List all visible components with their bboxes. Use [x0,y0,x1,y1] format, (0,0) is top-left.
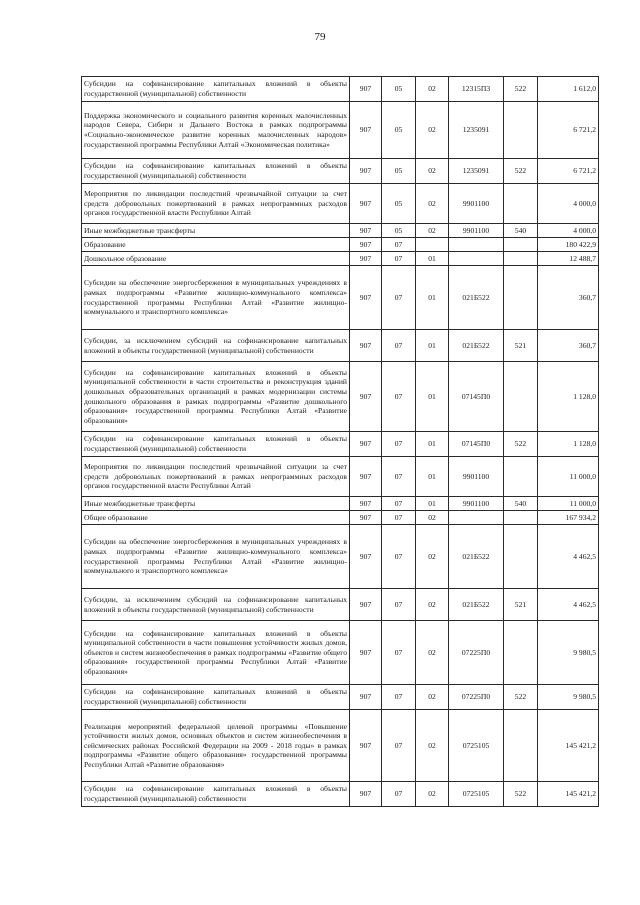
row-kind-cell [504,525,538,589]
row-amount-cell: 12 488,7 [538,252,599,266]
row-section-cell: 07 [382,432,416,457]
row-section-cell: 05 [382,159,416,184]
row-target-cell [449,252,504,266]
table-row [82,782,599,807]
row-subsection-cell: 02 [416,224,449,238]
row-name-cell: Мероприятия по ликвидации последствий чрезвычайной ситуации за счет средств добровольных пожертвований в рамках непрограммных расходов органов государственной власти Республики Алтай [82,457,350,497]
table-row [82,497,599,511]
row-section-cell: 07 [382,266,416,330]
row-section-cell: 07 [382,457,416,497]
row-target-cell: 07225П0 [449,621,504,685]
row-section-cell: 07 [382,497,416,511]
row-target-cell: 1235091 [449,102,504,159]
row-ministry-cell: 907 [350,589,382,621]
row-subsection-cell: 02 [416,525,449,589]
row-ministry-cell: 907 [350,102,382,159]
row-amount-cell: 11 000,0 [538,457,599,497]
row-name-cell: Субсидии, за исключением субсидий на софинансирование капитальных вложений в объекты государственной (муниципальной) собственности [82,330,350,362]
row-name-cell: Иные межбюджетные трансферты [82,497,350,511]
row-subsection-cell: 02 [416,589,449,621]
row-kind-cell [504,457,538,497]
row-name-cell: Субсидии, за исключением субсидий на софинансирование капитальных вложений в объекты государственной (муниципальной) собственности [82,589,350,621]
table-row [82,362,599,432]
row-subsection-cell: 01 [416,432,449,457]
row-amount-cell: 11 000,0 [538,497,599,511]
row-ministry-cell: 907 [350,457,382,497]
row-section-cell: 07 [382,685,416,710]
row-amount-cell: 4 462,5 [538,525,599,589]
row-subsection-cell: 02 [416,621,449,685]
row-amount-cell: 4 000,0 [538,184,599,224]
row-kind-cell [504,238,538,252]
row-name-cell: Субсидии на обеспечение энергосбережения в муниципальных учреждениях в рамках подпрограммы «Развитие жилищно-коммунального комплекса» государственной программы Республики Алтай «Развитие жилищно-коммунального и транспортного комплекса» [82,525,350,589]
row-subsection-cell: 02 [416,102,449,159]
row-ministry-cell: 907 [350,184,382,224]
row-target-cell: 9901100 [449,497,504,511]
row-section-cell: 07 [382,330,416,362]
row-ministry-cell: 907 [350,330,382,362]
row-subsection-cell [416,238,449,252]
row-kind-cell: 522 [504,77,538,102]
row-target-cell: 12315П3 [449,77,504,102]
row-subsection-cell: 02 [416,159,449,184]
row-kind-cell: 522 [504,685,538,710]
table-row [82,710,599,782]
row-ministry-cell: 907 [350,497,382,511]
table-row [82,432,599,457]
table-row [82,589,599,621]
table-row [82,77,599,102]
row-section-cell: 07 [382,238,416,252]
row-target-cell: 021Б522 [449,525,504,589]
row-amount-cell: 4 462,5 [538,589,599,621]
table-row [82,159,599,184]
row-ministry-cell: 907 [350,432,382,457]
row-amount-cell: 360,7 [538,330,599,362]
row-target-cell: 07225П0 [449,685,504,710]
row-kind-cell: 521 [504,589,538,621]
row-target-cell [449,238,504,252]
row-name-cell: Субсидии на софинансирование капитальных вложений в объекты государственной (муниципальной) собственности [82,782,350,807]
row-section-cell: 05 [382,77,416,102]
table-row [82,621,599,685]
row-section-cell: 07 [382,525,416,589]
row-subsection-cell: 01 [416,252,449,266]
table-row [82,238,599,252]
row-kind-cell: 522 [504,782,538,807]
row-ministry-cell: 907 [350,782,382,807]
row-name-cell: Реализация мероприятий федеральной целевой программы «Повышение устойчивости жилых домов, основных объектов и систем жизнеобеспечения в сейсмических районах Российской Федерации на 2009 - 2018 годы» в рамках подпрограммы «Развитие общего образования» государственной программы Республики Алтай «Развитие образования» [82,710,350,782]
row-amount-cell: 6 721,2 [538,159,599,184]
row-section-cell: 07 [382,362,416,432]
row-kind-cell [504,621,538,685]
row-kind-cell: 540 [504,497,538,511]
table-row [82,184,599,224]
row-amount-cell: 4 000,0 [538,224,599,238]
row-name-cell: Субсидии на софинансирование капитальных вложений в объекты государственной (муниципальной) собственности [82,159,350,184]
row-kind-cell [504,710,538,782]
table-row [82,457,599,497]
row-ministry-cell: 907 [350,159,382,184]
table-row [82,102,599,159]
row-name-cell: Субсидии на софинансирование капитальных вложений в объекты государственной (муниципальной) собственности [82,432,350,457]
row-kind-cell [504,266,538,330]
row-subsection-cell: 01 [416,266,449,330]
row-target-cell: 9901100 [449,184,504,224]
row-target-cell [449,511,504,525]
row-subsection-cell: 02 [416,782,449,807]
row-ministry-cell: 907 [350,511,382,525]
row-target-cell: 021Б522 [449,589,504,621]
row-target-cell: 9901100 [449,457,504,497]
row-ministry-cell: 907 [350,238,382,252]
row-target-cell: 021Б522 [449,266,504,330]
row-amount-cell: 1 128,0 [538,362,599,432]
row-subsection-cell: 02 [416,184,449,224]
row-section-cell: 07 [382,782,416,807]
row-target-cell: 0725105 [449,710,504,782]
row-ministry-cell: 907 [350,266,382,330]
row-subsection-cell: 02 [416,685,449,710]
row-subsection-cell: 01 [416,457,449,497]
table-row [82,525,599,589]
row-amount-cell: 9 980,5 [538,621,599,685]
table-row [82,224,599,238]
table-row [82,330,599,362]
row-name-cell: Мероприятия по ликвидации последствий чрезвычайной ситуации за счет средств добровольных пожертвований в рамках непрограммных расходов органов государственной власти Республики Алтай [82,184,350,224]
row-name-cell: Субсидии на софинансирование капитальных вложений в объекты государственной (муниципальной) собственности [82,685,350,710]
row-section-cell: 05 [382,102,416,159]
row-section-cell: 05 [382,184,416,224]
table-row [82,511,599,525]
row-amount-cell: 145 421,2 [538,782,599,807]
row-name-cell: Субсидии на софинансирование капитальных вложений в объекты государственной (муниципальной) собственности [82,77,350,102]
row-target-cell: 07145П0 [449,362,504,432]
row-kind-cell [504,511,538,525]
row-name-cell: Поддержка экономического и социального развития коренных малочисленных народов Севера, Сибири и Дальнего Востока в рамках подпрограммы «Социально-экономическое развитие коренных малочисленных народов» государственной программы Республики Алтай «Экономическая политика» [82,102,350,159]
row-subsection-cell: 02 [416,77,449,102]
row-name-cell: Субсидии на обеспечение энергосбережения в муниципальных учреждениях в рамках подпрограммы «Развитие жилищно-коммунального комплекса» государственной программы Республики Алтай «Развитие жилищно-коммунального и транспортного комплекса» [82,266,350,330]
row-name-cell: Субсидии на софинансирование капитальных вложений в объекты муниципальной собственности в части строительства и реконструкция зданий дошкольных образовательных организаций в рамках модернизации системы дошкольного образования в рамках подпрограммы «Развитие дошкольного образования» государственной программы Республики Алтай «Развитие образования» [82,362,350,432]
row-ministry-cell: 907 [350,685,382,710]
row-target-cell: 021Б522 [449,330,504,362]
table-row [82,266,599,330]
row-name-cell: Иные межбюджетные трансферты [82,224,350,238]
row-name-cell: Общее образование [82,511,350,525]
row-ministry-cell: 907 [350,77,382,102]
row-section-cell: 07 [382,252,416,266]
row-kind-cell [504,184,538,224]
row-kind-cell: 521 [504,330,538,362]
budget-table [81,76,599,807]
row-kind-cell: 540 [504,224,538,238]
row-amount-cell: 1 128,0 [538,432,599,457]
row-amount-cell: 9 980,5 [538,685,599,710]
table-row [82,685,599,710]
row-kind-cell [504,362,538,432]
row-amount-cell: 360,7 [538,266,599,330]
row-ministry-cell: 907 [350,362,382,432]
row-ministry-cell: 907 [350,525,382,589]
row-section-cell: 07 [382,621,416,685]
row-kind-cell: 522 [504,432,538,457]
row-target-cell: 9901100 [449,224,504,238]
row-amount-cell: 167 934,2 [538,511,599,525]
row-ministry-cell: 907 [350,252,382,266]
row-kind-cell: 522 [504,159,538,184]
row-section-cell: 07 [382,589,416,621]
row-kind-cell [504,102,538,159]
row-name-cell: Образование [82,238,350,252]
table-row [82,252,599,266]
page-number: 79 [314,31,326,43]
row-name-cell: Дошкольное образование [82,252,350,266]
row-amount-cell: 6 721,2 [538,102,599,159]
row-subsection-cell: 02 [416,710,449,782]
row-target-cell: 1235091 [449,159,504,184]
row-section-cell: 07 [382,710,416,782]
row-ministry-cell: 907 [350,224,382,238]
row-kind-cell [504,252,538,266]
row-subsection-cell: 01 [416,362,449,432]
row-subsection-cell: 01 [416,330,449,362]
row-target-cell: 0725105 [449,782,504,807]
row-ministry-cell: 907 [350,710,382,782]
row-amount-cell: 1 612,0 [538,77,599,102]
row-section-cell: 05 [382,224,416,238]
row-subsection-cell: 01 [416,497,449,511]
row-section-cell: 07 [382,511,416,525]
row-target-cell: 07145П0 [449,432,504,457]
row-subsection-cell: 02 [416,511,449,525]
row-name-cell: Субсидии на софинансирование капитальных вложений в объекты муниципальной собственности в части повышения устойчивости жилых домов, объектов и систем жизнеобеспечения в рамках подпрограммы «Развитие общего образования» государственной программы Республики Алтай «Развитие образования» [82,621,350,685]
row-amount-cell: 145 421,2 [538,710,599,782]
row-ministry-cell: 907 [350,621,382,685]
budget-table-body [82,77,599,807]
row-amount-cell: 180 422,9 [538,238,599,252]
